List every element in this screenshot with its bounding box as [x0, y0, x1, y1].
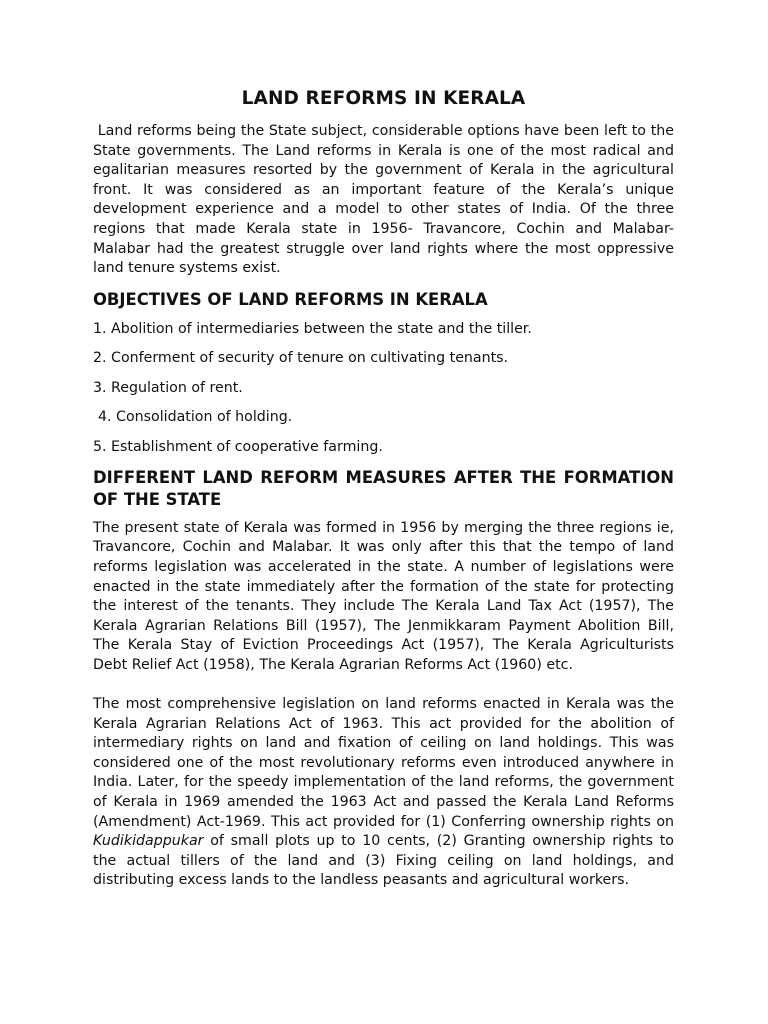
- measures-heading: DIFFERENT LAND REFORM MEASURES AFTER THE FORMATION OF THE STATE: [93, 467, 674, 509]
- paragraph-spacer: [93, 676, 674, 696]
- objectives-list: [93, 319, 674, 457]
- objective-item: 5. Establishment of cooperative farming.: [93, 438, 383, 455]
- measures-paragraph-1: The present state of Kerala was formed in 1956 by merging the three regions ie, Travancore, Cochin and Malabar. It was only after this that the tempo of land reforms legislation was accelerated in the state. A number of legislations were enacted in the state immediately after the formation of the state for protecting the interest of the tenants. They include The Kerala Land Tax Act (1957), The Kerala Agrarian Relations Bill (1957), The Jenmikkaram Payment Abolition Bill, The Kerala Stay of Eviction Proceedings Act (1957), The Kerala Agriculturists Debt Relief Act (1958), The Kerala Agrarian Reforms Act (1960) etc.: [93, 519, 674, 673]
- para2-text-start: The most comprehensive legislation on land reforms enacted in Kerala was the Kerala Agrarian Relations Act of 1963. This act provided for the abolition of intermediary rights on land and fixation of ceiling on land holdings. This was considered one of the most revolutionary reforms even introduced anywhere in India. Later, for the speedy implementation of the land reforms, the government of Kerala in 1969 amended the 1963 Act and passed the Kerala Land Reforms (Amendment) Act-1969. This act provided for (1) Conferring ownership rights on: [93, 696, 674, 830]
- objective-item: 2. Conferment of security of tenure on cultivating tenants.: [93, 350, 509, 367]
- measures-paragraph-2: [93, 695, 674, 891]
- objective-item: 1. Abolition of intermediaries between the state and the tiller.: [93, 320, 532, 337]
- page-title: LAND REFORMS IN KERALA: [241, 88, 526, 109]
- intro-text: Land reforms being the State subject, considerable options have been left to the State governments. The Land reforms in Kerala is one of the most radical and egalitarian measures resorted by the government of Kerala in the agricultural front. It was considered as an important feature of the Kerala’s unique development experience and a model to other states of India. Of the three regions that made Kerala state in 1956- Travancore, Cochin and Malabar- Malabar had the greatest struggle over land rights where the most oppressive land tenure systems exist.: [93, 123, 674, 277]
- intro-paragraph: [93, 122, 674, 279]
- document-page: [93, 86, 674, 891]
- objective-item: 3. Regulation of rent.: [93, 379, 243, 396]
- kudikidappukar-term: Kudikidappukar: [93, 833, 204, 850]
- para2-text-end: of small plots up to 10 cents, (2) Granting ownership rights to the actual tillers of the land and (3) Fixing ceiling on land holdings, and distributing excess lands to the landless peasants and agricultural workers.: [93, 833, 674, 889]
- objectives-heading: OBJECTIVES OF LAND REFORMS IN KERALA: [93, 289, 488, 309]
- objective-item: 4. Consolidation of holding.: [98, 409, 293, 426]
